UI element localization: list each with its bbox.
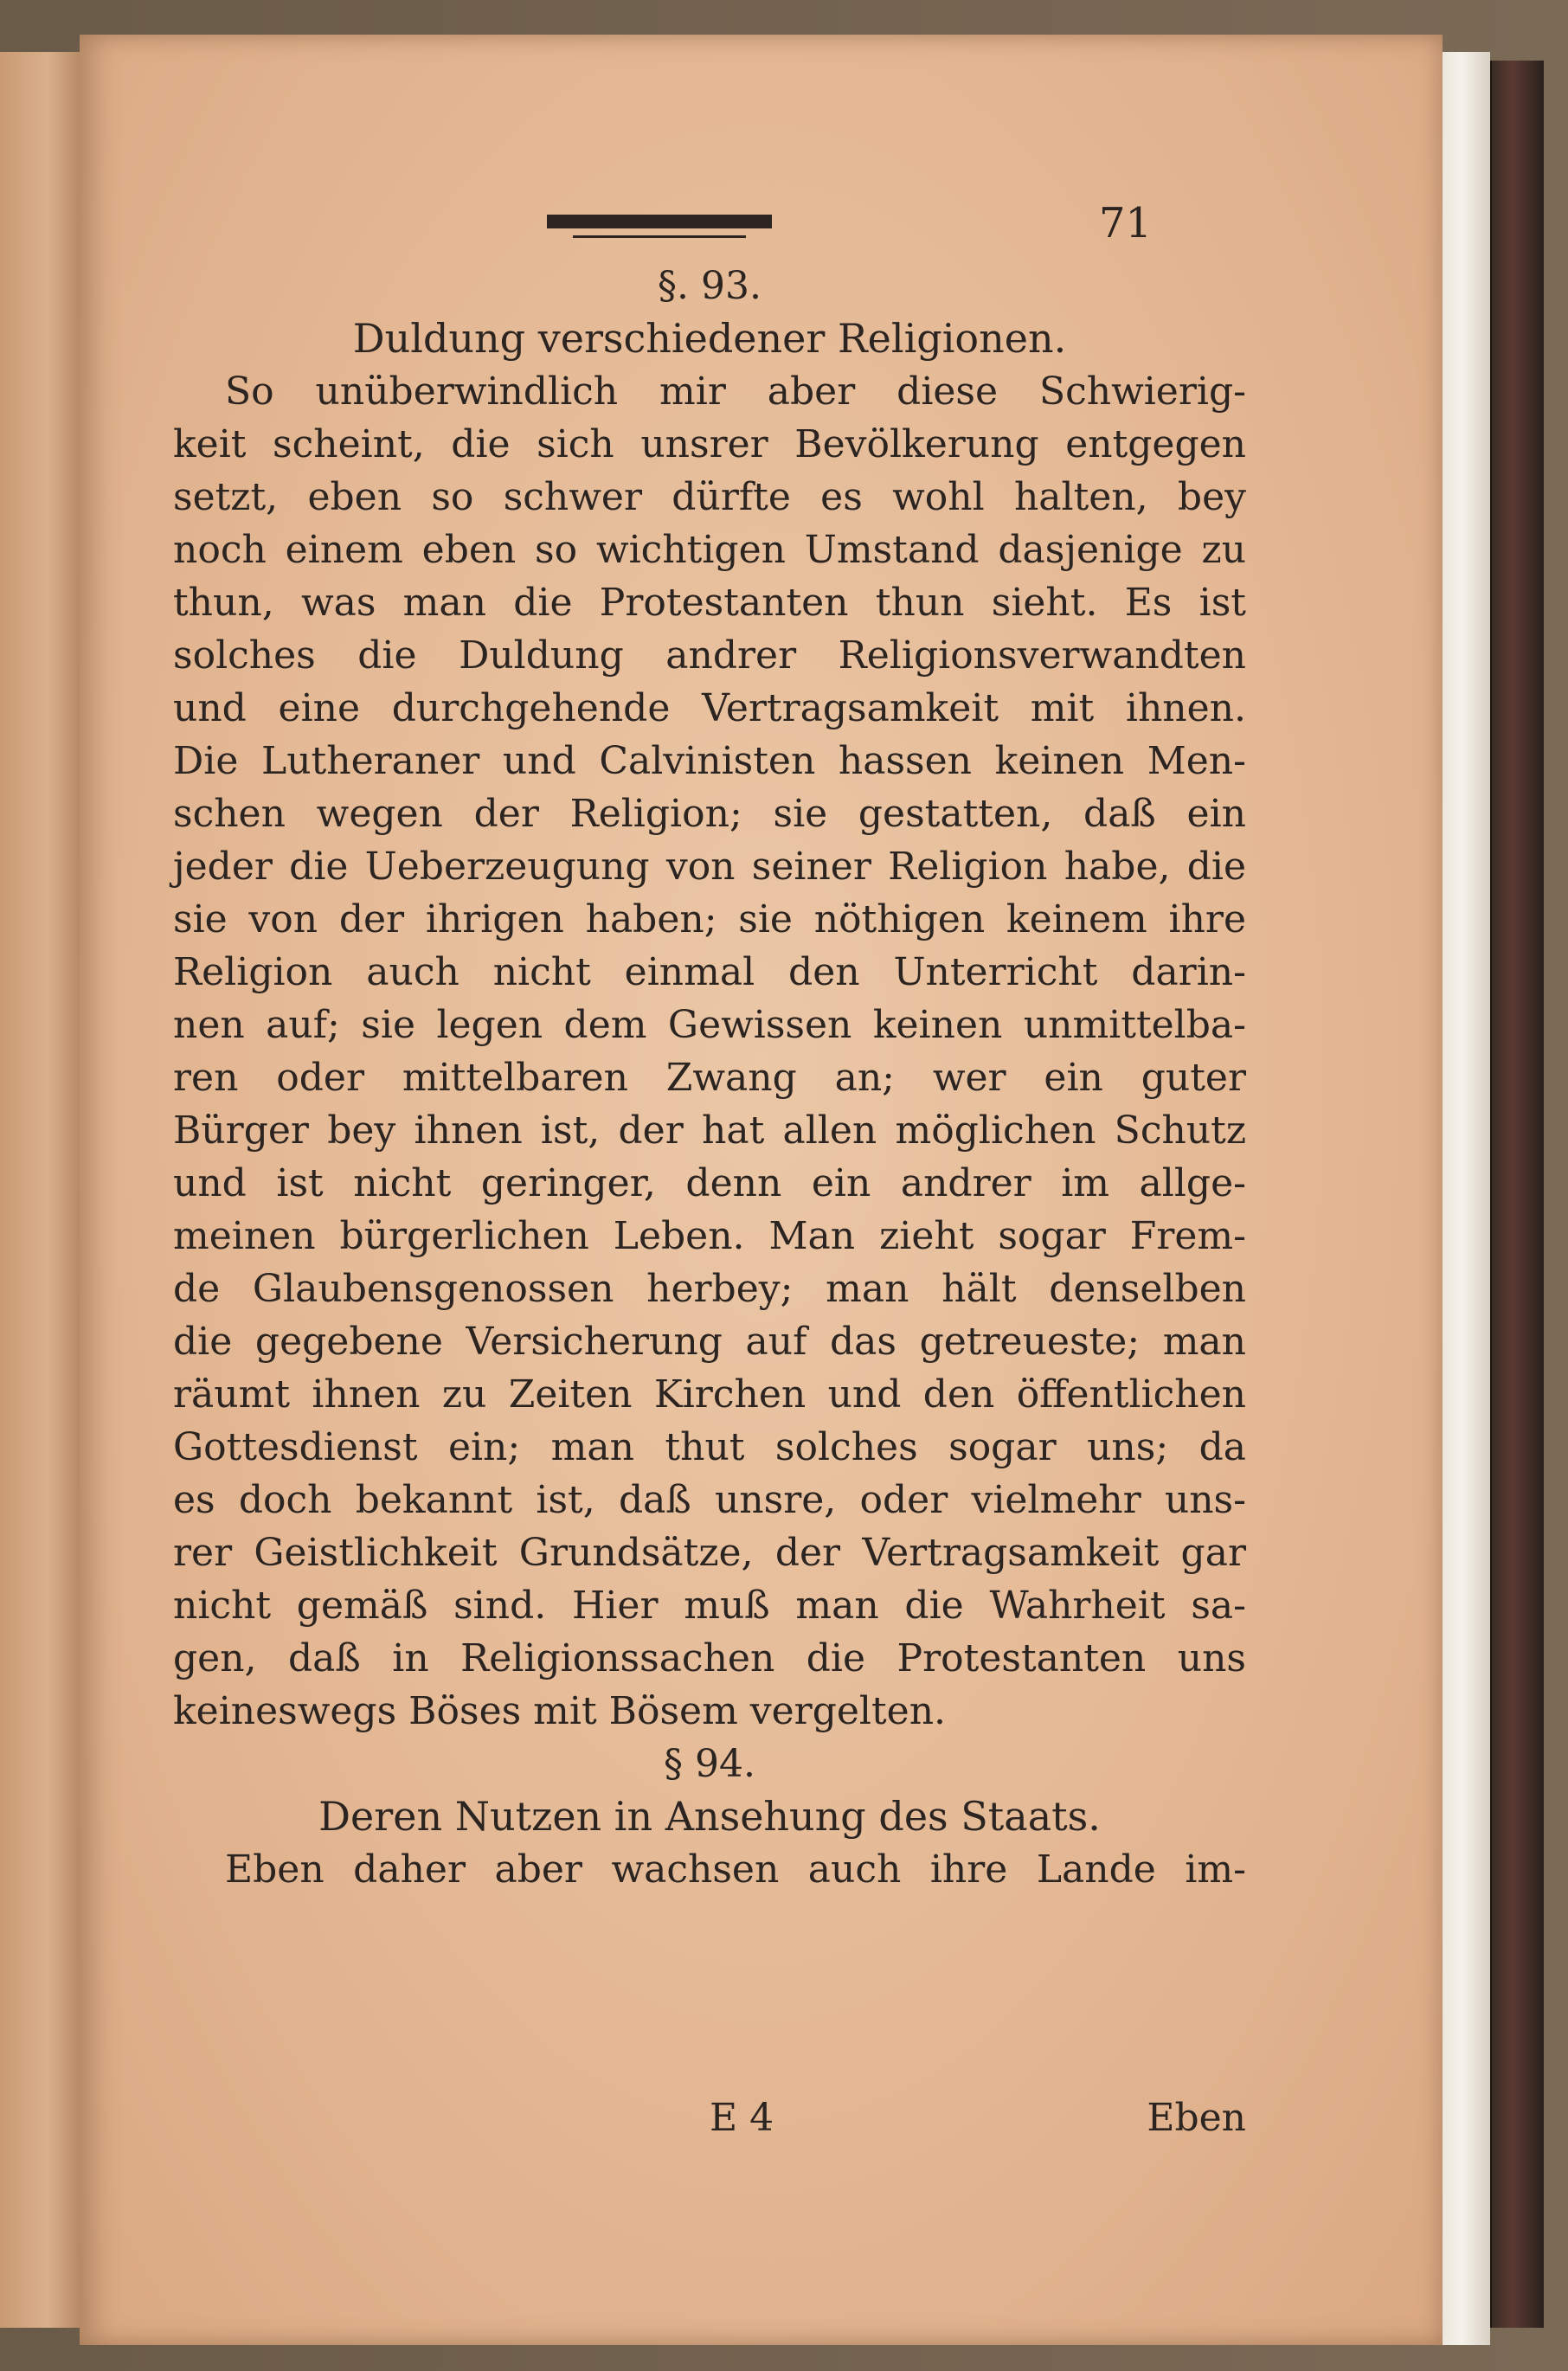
catchword: Eben (1147, 2096, 1246, 2140)
text-line: ren oder mittelbaren Zwang an; wer ein guter (173, 1056, 1246, 1100)
text-line: Die Lutheraner und Calvinisten hassen keinen Men- (173, 739, 1246, 783)
page-footer (173, 2096, 1246, 2148)
text-line: meinen bürgerlichen Leben. Man zieht sogar Frem- (173, 1214, 1246, 1258)
text-line: die gegebene Versicherung auf das getreueste; man (173, 1320, 1246, 1364)
signature-mark: E 4 (710, 2096, 774, 2140)
text-line: und eine durchgehende Vertragsamkeit mit ihnen. (173, 686, 1246, 730)
text-line: keit scheint, die sich unsrer Bevölkerung entgegen (173, 422, 1246, 466)
text-line: de Glaubensgenossen herbey; man hält denselben (173, 1267, 1246, 1311)
section-number-94: § 94. (664, 1742, 755, 1786)
text-line: So unüberwindlich mir aber diese Schwierig- (225, 369, 1246, 414)
text-line: Bürger bey ihnen ist, der hat allen möglichen Schutz (173, 1108, 1246, 1153)
text-line: räumt ihnen zu Zeiten Kirchen und den öffentlichen (173, 1372, 1246, 1417)
page-number: 71 (1099, 199, 1153, 247)
text-line: und ist nicht geringer, denn ein andrer im allge- (173, 1161, 1246, 1205)
text-line: nen auf; sie legen dem Gewissen keinen unmittelba- (173, 1003, 1246, 1047)
text-line: setzt, eben so schwer dürfte es wohl halten, bey (173, 475, 1246, 519)
section-number-93: §. 93. (658, 264, 762, 308)
paragraph-94 (173, 1843, 1246, 1896)
text-line: Religion auch nicht einmal den Unterricht darin- (173, 950, 1246, 994)
text-line: sie von der ihrigen haben; sie nöthigen keinem ihre (173, 897, 1246, 941)
text-line: thun, was man die Protestanten thun sieht. Es ist (173, 581, 1246, 625)
text-line: schen wegen der Religion; sie gestatten, daß ein (173, 792, 1246, 836)
text-line: rer Geistlichkeit Grundsätze, der Vertragsamkeit gar (173, 1531, 1246, 1575)
text-line: Gottesdienst ein; man thut solches sogar uns; da (173, 1425, 1246, 1469)
text-line: jeder die Ueberzeugung von seiner Religion habe, die (173, 845, 1246, 889)
page-block-edge (1443, 52, 1490, 2345)
paragraph-93 (173, 365, 1246, 1738)
page-text (173, 260, 1246, 1896)
text-line: es doch bekannt ist, daß unsre, oder vielmehr uns- (173, 1478, 1246, 1522)
facing-page-edge (0, 52, 82, 2328)
text-line: gen, daß in Religionssachen die Protestanten uns (173, 1636, 1246, 1680)
text-line: noch einem eben so wichtigen Umstand dasjenige zu (173, 528, 1246, 572)
ornament-thick-bar (547, 215, 772, 228)
section-title-94: Deren Nutzen in Ansehung des Staats. (318, 1793, 1101, 1840)
book-cover-edge (1490, 61, 1544, 2328)
header-ornament-rule (547, 215, 772, 242)
ornament-thin-bar (573, 235, 746, 238)
section-title-93: Duldung verschiedener Religionen. (352, 315, 1067, 362)
text-line: solches die Duldung andrer Religionsverwandten (173, 633, 1246, 678)
text-line: Eben daher aber wachsen auch ihre Lande im- (225, 1847, 1246, 1892)
text-line: nicht gemäß sind. Hier muß man die Wahrheit sa- (173, 1584, 1246, 1628)
text-line: keineswegs Böses mit Bösem vergelten. (173, 1689, 947, 1733)
